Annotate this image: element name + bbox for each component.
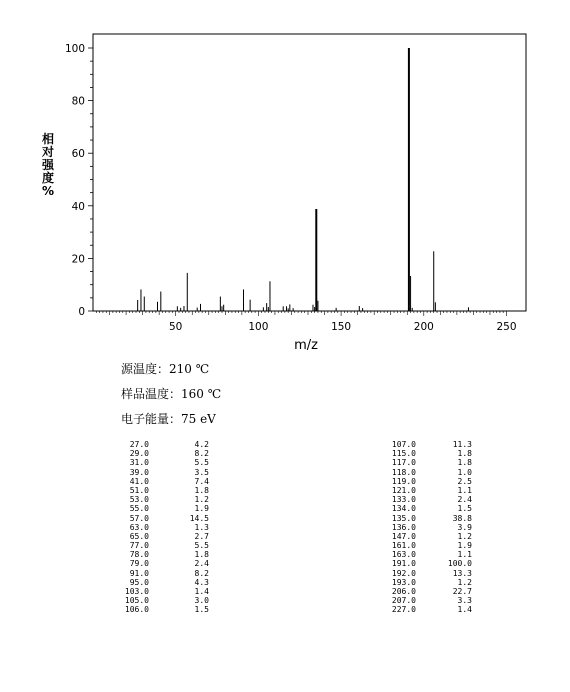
peak-row xyxy=(380,468,472,477)
peak-abundance: 4.3 xyxy=(194,577,209,587)
x-axis-label: m/z xyxy=(294,338,318,350)
plot-frame xyxy=(93,34,526,311)
peak-abundance: 13.3 xyxy=(452,568,472,578)
x-tick-label: 150 xyxy=(331,321,352,333)
peak-row xyxy=(116,458,209,467)
x-tick-label: 200 xyxy=(413,321,434,333)
peak-row xyxy=(116,550,209,559)
peak-row xyxy=(380,458,472,467)
peak-abundance: 5.5 xyxy=(194,458,209,468)
peak-row xyxy=(380,514,472,523)
peak-mz: 133.0 xyxy=(391,495,416,505)
peak-abundance: 11.3 xyxy=(452,440,472,449)
peak-row xyxy=(380,440,472,449)
peak-mz: 117.0 xyxy=(391,458,416,468)
peak-mz: 206.0 xyxy=(391,587,416,596)
peak-abundance: 1.5 xyxy=(194,605,209,615)
peak-row xyxy=(116,514,209,523)
peak-abundance: 2.4 xyxy=(457,495,472,505)
peak-abundance: 38.8 xyxy=(452,513,472,523)
peak-row xyxy=(380,569,472,578)
peak-mz: 51.0 xyxy=(129,485,149,495)
peak-mz: 163.0 xyxy=(391,550,416,560)
peak-row xyxy=(380,523,472,532)
x-tick-label: 250 xyxy=(496,321,517,333)
peak-row xyxy=(380,495,472,504)
source-temperature: 源温度：210 ℃ xyxy=(121,362,210,376)
peak-abundance: 1.1 xyxy=(457,485,472,495)
peak-row xyxy=(116,596,209,605)
peak-row xyxy=(380,532,472,541)
peak-mz: 65.0 xyxy=(129,531,149,541)
peak-abundance: 1.1 xyxy=(457,550,472,560)
peak-mz: 29.0 xyxy=(129,449,149,459)
peak-mz: 77.0 xyxy=(129,541,149,551)
peak-row xyxy=(116,532,209,541)
peak-mz: 118.0 xyxy=(391,467,416,477)
peak-abundance: 1.9 xyxy=(457,541,472,551)
peak-row xyxy=(380,486,472,495)
peak-abundance: 1.2 xyxy=(194,495,209,505)
peak-abundance: 1.2 xyxy=(457,577,472,587)
peak-abundance: 2.7 xyxy=(194,531,209,541)
peak-abundance: 100.0 xyxy=(447,559,472,569)
y-tick-label: 20 xyxy=(71,253,85,266)
peak-abundance: 1.8 xyxy=(457,449,472,459)
y-tick-label: 0 xyxy=(78,306,85,318)
peak-table-right xyxy=(380,440,472,615)
peak-abundance: 3.9 xyxy=(457,522,472,532)
peak-mz: 135.0 xyxy=(391,513,416,523)
y-tick-label: 100 xyxy=(64,43,85,55)
axis-ticks xyxy=(88,48,507,316)
peak-mz: 106.0 xyxy=(124,605,149,615)
x-tick-label: 100 xyxy=(248,321,269,333)
peak-mz: 95.0 xyxy=(129,577,149,587)
peak-row xyxy=(116,495,209,504)
peak-abundance: 5.5 xyxy=(194,541,209,551)
peak-row xyxy=(116,449,209,458)
peak-abundance: 1.8 xyxy=(194,485,209,495)
peak-row xyxy=(380,504,472,513)
y-tick-label: 60 xyxy=(71,148,85,161)
peak-abundance: 1.9 xyxy=(194,504,209,514)
y-axis-label-char: % xyxy=(41,184,55,198)
peak-row xyxy=(380,449,472,458)
peak-row xyxy=(116,578,209,587)
peak-row xyxy=(116,523,209,532)
peak-table-left xyxy=(116,440,209,615)
peak-mz: 31.0 xyxy=(129,458,149,468)
peak-abundance: 1.4 xyxy=(457,605,472,615)
sample-temperature: 样品温度：160 ℃ xyxy=(121,387,222,401)
peak-row xyxy=(116,559,209,568)
peak-abundance: 4.2 xyxy=(194,440,209,449)
peak-mz: 53.0 xyxy=(129,495,149,505)
peak-row xyxy=(116,569,209,578)
peak-abundance: 1.3 xyxy=(194,522,209,532)
peak-mz: 39.0 xyxy=(129,467,149,477)
peak-mz: 107.0 xyxy=(391,440,416,449)
peak-abundance: 8.2 xyxy=(194,568,209,578)
y-tick-label: 40 xyxy=(71,200,85,213)
peak-abundance: 1.0 xyxy=(457,467,472,477)
peak-abundance: 8.2 xyxy=(194,449,209,459)
peak-mz: 27.0 xyxy=(129,440,149,449)
peak-mz: 91.0 xyxy=(129,568,149,578)
y-axis-label-char: 强 xyxy=(41,158,54,172)
electron-energy: 电子能量：75 eV xyxy=(121,412,216,426)
peak-row xyxy=(380,578,472,587)
y-axis-label-char: 度 xyxy=(41,171,54,185)
peak-mz: 55.0 xyxy=(129,504,149,514)
peak-mz: 161.0 xyxy=(391,541,416,551)
peak-abundance: 2.4 xyxy=(194,559,209,569)
peak-mz: 147.0 xyxy=(391,531,416,541)
peak-row xyxy=(380,605,472,614)
spectrum-peaks xyxy=(138,48,469,311)
peak-mz: 119.0 xyxy=(391,476,416,486)
peak-row xyxy=(116,486,209,495)
tick-labels xyxy=(65,43,517,333)
peak-row xyxy=(380,550,472,559)
y-axis-label-char: 相 xyxy=(41,132,54,146)
peak-mz: 136.0 xyxy=(391,522,416,532)
y-axis-label-char: 对 xyxy=(41,145,54,159)
peak-abundance: 7.4 xyxy=(194,476,209,486)
peak-row xyxy=(380,587,472,596)
peak-mz: 191.0 xyxy=(391,559,416,569)
peak-abundance: 3.5 xyxy=(194,467,209,477)
peak-mz: 192.0 xyxy=(391,568,416,578)
peak-mz: 63.0 xyxy=(129,522,149,532)
peak-mz: 78.0 xyxy=(129,550,149,560)
peak-row xyxy=(380,477,472,486)
y-axis-label xyxy=(40,133,56,198)
peak-mz: 227.0 xyxy=(391,605,416,615)
peak-mz: 103.0 xyxy=(124,587,149,596)
peak-row xyxy=(116,477,209,486)
peak-mz: 105.0 xyxy=(124,596,149,606)
peak-row xyxy=(116,605,209,614)
x-tick-label: 50 xyxy=(169,321,183,333)
peak-row xyxy=(380,596,472,605)
peak-row xyxy=(116,504,209,513)
peak-row xyxy=(380,541,472,550)
peak-mz: 57.0 xyxy=(129,513,149,523)
peak-mz: 121.0 xyxy=(391,485,416,495)
peak-row xyxy=(116,440,209,449)
y-tick-label: 80 xyxy=(71,95,85,108)
peak-mz: 41.0 xyxy=(129,476,149,486)
peak-abundance: 1.5 xyxy=(457,504,472,514)
peak-mz: 207.0 xyxy=(391,596,416,606)
peak-mz: 193.0 xyxy=(391,577,416,587)
peak-row xyxy=(116,587,209,596)
peak-abundance: 22.7 xyxy=(452,587,472,596)
peak-abundance: 1.4 xyxy=(194,587,209,596)
peak-abundance: 1.2 xyxy=(457,531,472,541)
peak-abundance: 1.8 xyxy=(194,550,209,560)
peak-row xyxy=(116,468,209,477)
peak-abundance: 3.3 xyxy=(457,596,472,606)
peak-abundance: 14.5 xyxy=(189,513,209,523)
peak-abundance: 1.8 xyxy=(457,458,472,468)
peak-mz: 134.0 xyxy=(391,504,416,514)
peak-abundance: 3.0 xyxy=(194,596,209,606)
plot-border xyxy=(93,34,526,311)
peak-abundance: 2.5 xyxy=(457,476,472,486)
peak-mz: 79.0 xyxy=(129,559,149,569)
peak-row xyxy=(116,541,209,550)
peak-mz: 115.0 xyxy=(391,449,416,459)
peak-row xyxy=(380,559,472,568)
